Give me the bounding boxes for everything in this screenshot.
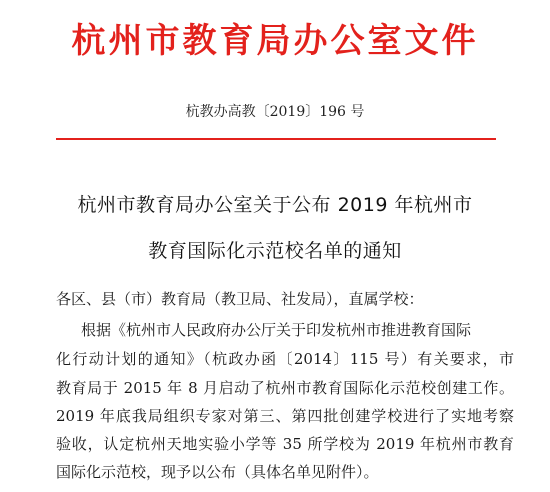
document-number: 杭教办高教〔2019〕196 号 <box>185 104 365 120</box>
salutation: 各区、县（市）教育局（教卫局、社发局），直属学校： <box>56 290 424 308</box>
document-title-line-2: 教育国际化示范校名单的通知 <box>148 240 402 262</box>
body-line: 国际化示范校，现予以公布（具体名单见附件）。 <box>56 463 379 481</box>
document-header: 杭州市教育局办公室文件 <box>71 21 479 61</box>
red-separator-line <box>56 138 496 140</box>
body-line: 根据《杭州市人民政府办公厅关于印发杭州市推进教育国际 <box>81 321 472 339</box>
body-line: 2019 年底我局组织专家对第三、第四批创建学校进行了实地考察 <box>56 407 514 425</box>
body-line: 验收，认定杭州天地实验小学等 35 所学校为 2019 年杭州市教育 <box>56 435 514 453</box>
body-line: 教育局于 2015 年 8 月启动了杭州市教育国际化示范校创建工作。 <box>56 379 514 397</box>
body-line: 化行动计划的通知》（杭政办函〔2014〕115 号）有关要求，市 <box>56 350 514 368</box>
document-title-line-1: 杭州市教育局办公室关于公布 2019 年杭州市 <box>77 194 473 216</box>
